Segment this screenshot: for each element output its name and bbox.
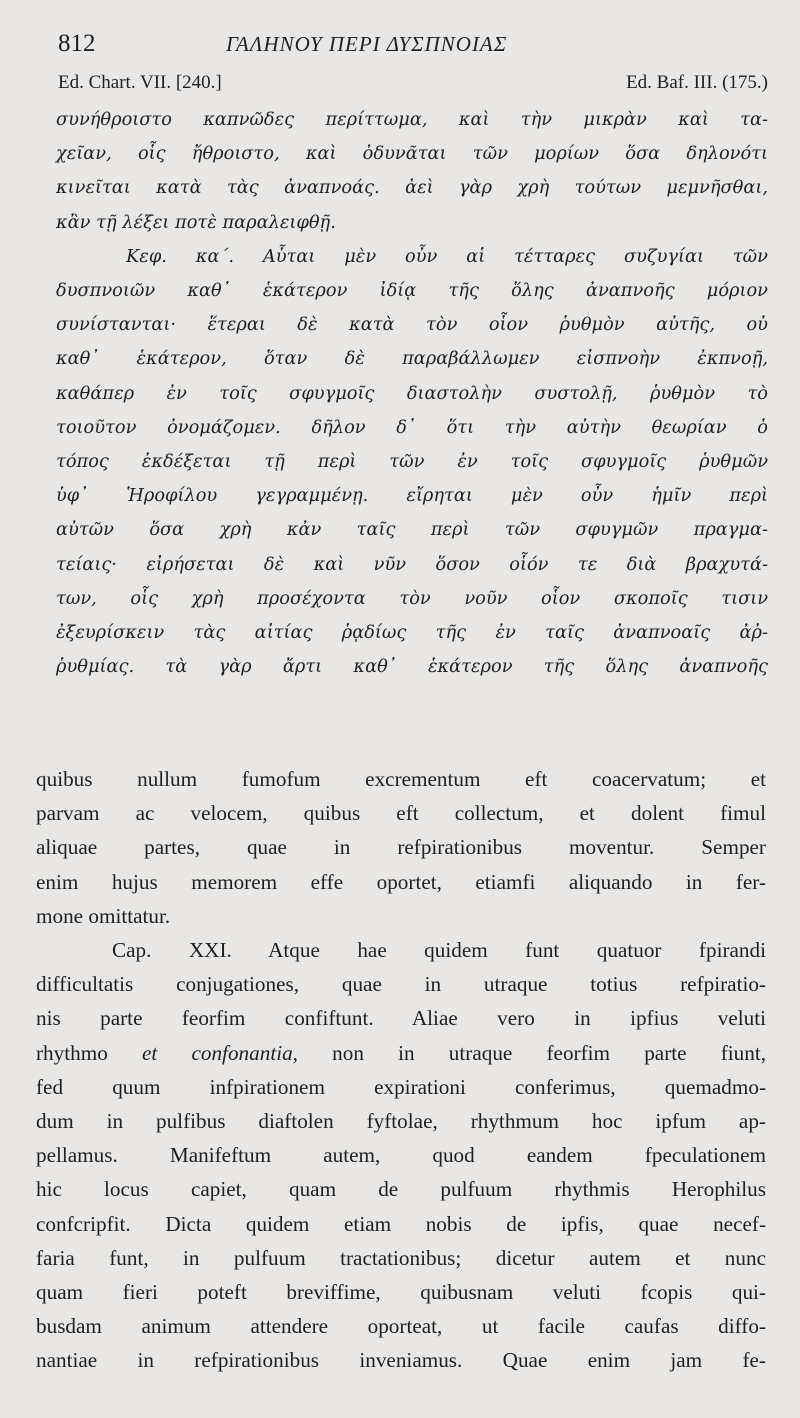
latin-line: aliquae partes, quae in refpirationibus moventur. Semper: [36, 835, 766, 860]
latin-line: faria funt, in pulfuum tractationibus; dicetur autem et nunc: [36, 1245, 766, 1270]
latin-line: pellamus. Manifeftum autem, quod eandem fpeculationem: [36, 1143, 766, 1168]
latin-line: mone omittatur.: [36, 903, 171, 928]
latin-line: hic locus capiet, quam de pulfuum rhythmis Herophilus: [36, 1177, 766, 1202]
latin-line: busdam animum attendere oporteat, ut facile caufas diffo-: [36, 1314, 766, 1339]
latin-text-block: [36, 762, 766, 1378]
latin-line: quam fieri poteft breviffime, quibusnam veluti fcopis qui-: [36, 1280, 766, 1305]
greek-line: καθ᾽ ἑκάτερον, ὅταν δὲ παραβάλλωμεν εἰσπνοὴν ἐκπνοῇ,: [56, 348, 768, 370]
greek-line: τείαις· εἰρήσεται δὲ καὶ νῦν ὅσον οἷόν τε διὰ βραχυτά-: [56, 553, 768, 575]
edition-reference-line: [58, 72, 768, 100]
greek-line: τόπος ἐκδέξεται τῇ περὶ τῶν ἐν τοῖς σφυγμοῖς ῥυθμῶν: [56, 451, 768, 473]
page-number: 812: [58, 30, 96, 57]
greek-line: συνίστανται· ἕτεραι δὲ κατὰ τὸν οἷον ῥυθμὸν αὐτῆς, οὐ: [56, 314, 768, 336]
latin-chapter-heading-line: Cap. XXI. Atque hae quidem funt quatuor fpirandi: [112, 938, 766, 963]
latin-line: nis parte feorfim confiftunt. Aliae vero in ipfius veluti: [36, 1006, 766, 1031]
edition-basel-reference: Ed. Baf. III. (175.): [626, 72, 768, 93]
running-title: ΓΑΛΗΝΟΥ ΠΕΡΙ ΔΥΣΠΝΟΙΑΣ: [226, 32, 508, 56]
greek-line: δυσπνοιῶν καθ᾽ ἑκάτερον ἰδίᾳ τῆς ὅλης ἀναπνοῆς μόριον: [56, 280, 768, 302]
greek-line: συνήθροιστο καπνῶδες περίττωμα, καὶ τὴν μικρὰν καὶ τα-: [56, 109, 768, 130]
latin-line: dum in pulfibus diaftolen fyftolae, rhythmum hoc ipfum ap-: [36, 1109, 766, 1134]
greek-line: ὑφ᾽ Ἡροφίλου γεγραμμένῃ. εἴρηται μὲν οὖν ἡμῖν περὶ: [56, 485, 768, 507]
latin-italic-phrase: et confonantia,: [142, 1040, 298, 1065]
greek-chapter-heading-line: Κεφ. κα΄. Αὗται μὲν οὖν αἱ τέτταρες συζυγίαι τῶν: [126, 245, 768, 267]
edition-chart-reference: Ed. Chart. VII. [240.]: [58, 72, 222, 93]
page-header: [58, 30, 778, 70]
greek-line: καθάπερ ἐν τοῖς σφυγμοῖς διαστολὴν συστολῇ, ῥυθμὸν τὸ: [56, 382, 768, 404]
greek-line: ῥυθμίας. τὰ γὰρ ἄρτι καθ᾽ ἑκάτερον τῆς ὅλης ἀναπνοῆς: [56, 656, 768, 678]
greek-text-block: [56, 103, 768, 684]
latin-line: fed quum infpirationem expirationi conferimus, quemadmo-: [36, 1074, 766, 1099]
latin-line: enim hujus memorem effe oportet, etiamfi aliquando in fer-: [36, 869, 766, 894]
greek-line: τοιοῦτον ὀνομάζομεν. δῆλον δ᾽ ὅτι τὴν αὐτὴν θεωρίαν ὁ: [56, 416, 768, 438]
latin-line: quibus nullum fumofum excrementum eft coacervatum; et: [36, 767, 766, 791]
latin-line: parvam ac velocem, quibus eft collectum, et dolent fimul: [36, 801, 766, 826]
greek-line: κἂν τῇ λέξει ποτὲ παραλειφθῇ.: [56, 211, 336, 233]
latin-line: nantiae in refpirationibus inveniamus. Quae enim jam fe-: [36, 1348, 766, 1373]
greek-line: ἐξευρίσκειν τὰς αἰτίας ῥᾳδίως τῆς ἐν ταῖς ἀναπνοαῖς ἀῤ-: [56, 622, 768, 644]
greek-line: χεῖαν, οἷς ἤθροιστο, καὶ ὀδυνᾶται τῶν μορίων ὅσα δηλονότι: [56, 143, 768, 165]
latin-line-with-italic: [36, 1036, 766, 1070]
latin-line: difficultatis conjugationes, quae in utraque totius refpiratio-: [36, 972, 766, 997]
latin-text-segment: non in utraque feorfim parte fiunt,: [332, 1040, 767, 1065]
greek-line: των, οἷς χρὴ προσέχοντα τὸν νοῦν οἷον σκοποῖς τισιν: [56, 587, 768, 609]
greek-line: κινεῖται κατὰ τὰς ἀναπνοάς. ἀεὶ γὰρ χρὴ τούτων μεμνῆσθαι,: [56, 177, 768, 199]
latin-line: confcripfit. Dicta quidem etiam nobis de ipfis, quae necef-: [36, 1211, 766, 1236]
greek-line: αὐτῶν ὅσα χρὴ κἀν ταῖς περὶ τῶν σφυγμῶν πραγμα-: [56, 519, 768, 541]
latin-text-segment: rhythmo: [36, 1040, 108, 1065]
